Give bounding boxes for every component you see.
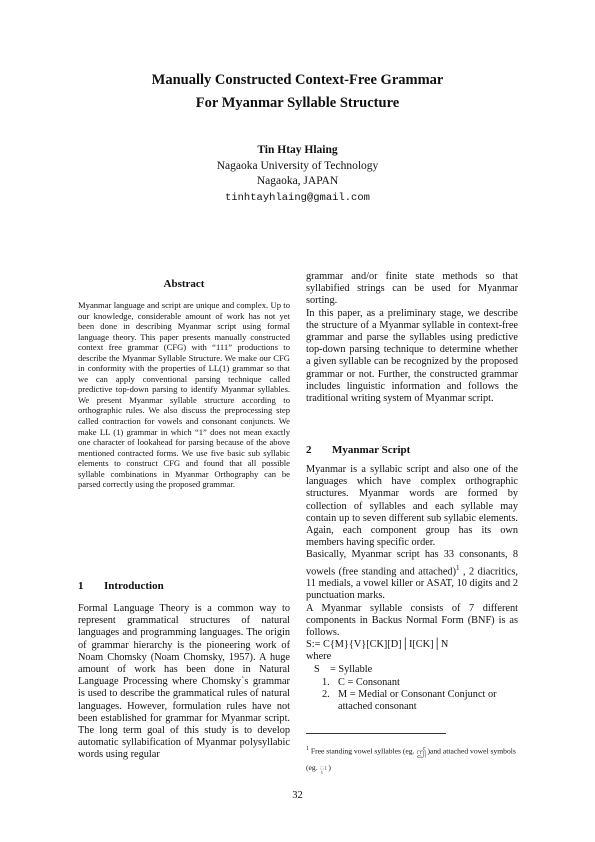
abstract-heading: Abstract <box>163 278 205 290</box>
myanmar-vowel-glyph: ဤ <box>416 746 426 756</box>
list-item <box>306 677 518 689</box>
inventory-text-b: , 2 diacritics, 11 medials, a vowel killer or ASAT, 10 digits and 2 punctuation marks. <box>306 566 518 602</box>
page-number: 32 <box>292 790 303 801</box>
list-item <box>306 689 518 713</box>
footnote-text-a: Free standing vowel syllables (eg. <box>309 746 417 756</box>
paragraph-components: A Myanmar syllable consists of 7 different components in Backus Normal Form (BNF) is as follows. <box>306 602 518 639</box>
list-item-text: M = Medial or Consonant Conjunct or attached consonant <box>338 689 497 713</box>
footnote-marker: 1 <box>306 746 309 752</box>
footnote-text-c: ) <box>326 762 331 772</box>
component-list <box>306 677 518 714</box>
introduction-text: Formal Language Theory is a common way to represent grammatical structures of natural languages and programming languages. The origin of grammar hierarchy is the pioneering work of Noam Chomsky (Noam Chomsky, 1957). A huge amount of work has been done in Natural Language Processing where Chomsky`s grammar is used to describe the grammatical rules of natural languages. However, formulation rules have not been established for grammar for Myanmar script. The long term goal of this study is to develop automatic syllabification of Myanmar polysyllabic words using regular <box>78 603 290 761</box>
list-item-text: C = Consonant <box>338 677 400 688</box>
author-location: Nagaoka, JAPAN <box>256 175 339 187</box>
author-affiliation: Nagaoka University of Technology <box>216 160 379 172</box>
footnote <box>306 741 520 776</box>
section-heading-introduction <box>78 580 164 592</box>
section-heading-myanmar-script <box>306 444 410 456</box>
footnote-text-b: )and attached vowel symbols (eg. <box>306 746 516 772</box>
list-marker: 2. <box>322 689 330 701</box>
section-number: 1 <box>78 580 84 592</box>
author-name: Tin Htay Hlaing <box>257 144 338 156</box>
paragraph-preliminary: In this paper, as a preliminary stage, we describe the structure of a Myanmar syllable in context-free grammar and parse the syllables using predictive top-down parsing technique to determine whether a given syllable can be recognized by the proposed grammar or not. Further, the constructed grammar includes linguistic information and follows the traditional writing system of Myanmar script. <box>306 307 518 405</box>
myanmar-vowel-symbol-glyph: ုး <box>319 762 327 772</box>
abstract-text: Myanmar language and script are unique and complex. Up to our knowledge, considerable amount of work has not yet been done in describing Myanmar script using formal language theory. This paper presents manually constructed context free grammar (CFG) with “111” productions to describe the Myanmar Syllable Structure. We make our CFG in conformity with the properties of LL(1) grammar so that we can apply conventional parsing technique called predictive top-down parsing to identify Myanmar syllables. We present Myanmar syllable structure according to orthographic rules. We also discuss the preprocessing step called contraction for vowels and consonant conjuncts. We make LL (1) grammar in which “1” does not mean exactly one character of lookahead for parsing because of the above mentioned contracted forms. We use five basic sub syllabic elements to construct CFG and found that all possible syllable combinations in Myanmar Orthography can be parsed correctly using the proposed grammar. <box>78 300 290 490</box>
section-number: 2 <box>306 444 312 456</box>
paper-title-line1: Manually Constructed Context-Free Grammar <box>151 72 444 88</box>
paragraph-syllabic-script: Myanmar is a syllabic script and also one of the languages which have complex orthographic structures. Myanmar words are formed by collection of syllables and each syllable may contain up to seven different sub syllabic elements. Again, each component group has its own members having specific order. <box>306 464 518 549</box>
paragraph-inventory <box>306 549 518 602</box>
where-label: where <box>306 651 332 663</box>
author-email: tinhtayhlaing@gmail.com <box>225 192 370 204</box>
section-title: Myanmar Script <box>332 444 411 456</box>
list-marker: 1. <box>322 677 330 688</box>
footnote-ref[interactable]: 1 <box>456 563 460 572</box>
bnf-rule: S:= C{M}{V}[CK][D]│I[CK]│N <box>306 639 449 651</box>
syllable-definition: S = Syllable <box>314 663 373 675</box>
section2-body <box>306 464 518 676</box>
section-title: Introduction <box>104 580 164 592</box>
right-column-top <box>306 271 518 405</box>
inventory-text-a: Basically, Myanmar script has 33 consonants, 8 vowels (free standing and attached) <box>306 549 518 578</box>
paragraph-continued: grammar and/or finite state methods so that syllabified strings can be used for Myanmar sorting. <box>306 271 518 307</box>
footnote-divider <box>306 733 446 734</box>
paper-title-line2: For Myanmar Syllable Structure <box>195 95 400 111</box>
